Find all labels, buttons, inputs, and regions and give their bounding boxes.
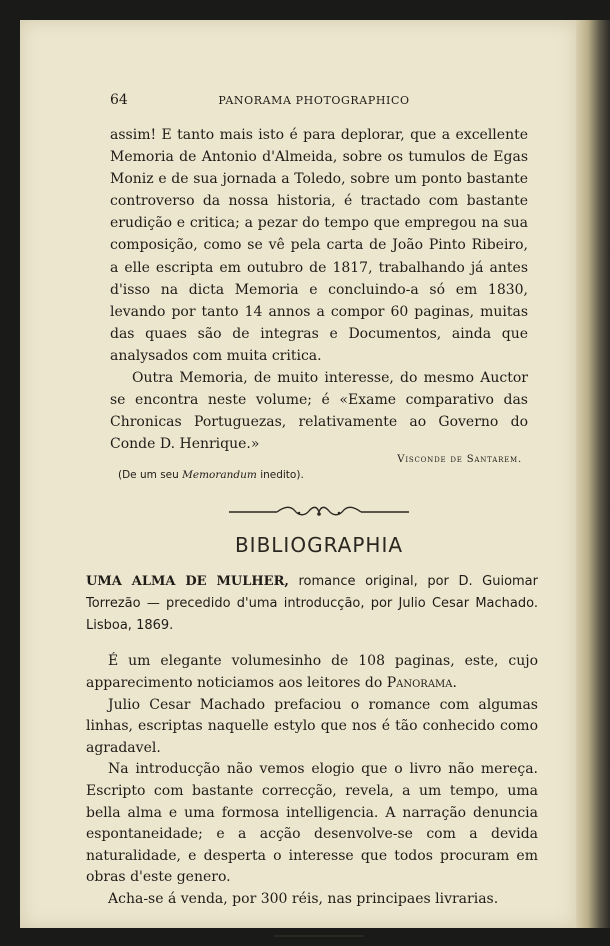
book-spine [576,20,610,928]
article-paragraph: Outra Memoria, de muito interesse, do mesmo Auctor se encontra neste volume; é «Exame comparativo das Chronicas Portuguezas, relativamente ao Governo do Conde D. Henrique.» [110,370,528,453]
review-paragraph: Na introducção não vemos elogio que o livro não mereça. Escripto com bastante correcção, revela, a um tempo, uma bella alma e uma formosa intelligencia. A narração denuncia espontaneidade; e a acção desenvolve-se com a devida naturalidade, e desperta o interesse que todos procuram em obras d'este genero. [86,761,538,886]
author-signature: Visconde de Santarem. [397,454,522,466]
running-title: PANORAMA PHOTOGRAPHICO [218,94,410,107]
review-paragraph: Julio Cesar Machado prefaciou o romance com algumas linhas, escriptas naquelle estylo que nos é tão conhecido como agradavel. [86,696,538,756]
source-note-prefix: (De um seu [118,469,183,482]
review-paragraph: Acha-se á venda, por 300 réis, nas principaes livrarias. [108,890,499,907]
running-head [110,92,528,114]
book-reference [86,571,538,637]
article-paragraph: assim! E tanto mais isto é para deplorar, que a excellente Memoria de Antonio d'Almeida, sobre os tumulos de Egas Moniz e de sua jornada a Toledo, sobre um ponto bastante controverso da nossa historia, é tractado com bastante erudição e critica; a pezar do tempo que empregou na sua composição, como se vê pela carta de João Pinto Ribeiro, a elle escripta em outubro de 1817, trabalhando já antes d'isso na dicta Memoria e concluindo-a só em 1830, levando por tanto 14 annos a compor 60 paginas, muitas das quaes são de integras e Documentos, ainda que analysados com muita critica. [110,127,528,364]
review-text: É um elegante volumesinho de 108 paginas, este, cujo apparecimento noticiamos aos leitores do [86,653,538,691]
closing-rule [274,935,364,937]
book-description: romance original, por D. Guiomar Torrezão — precedido d'uma introducção, por Julio Cesar Machado. Lisboa, 1869. [86,574,538,634]
decorative-divider-ornament [229,505,409,519]
review-publication-name: Panorama [386,675,453,691]
section-heading: BIBLIOGRAPHIA [234,533,404,558]
book-title: UMA ALMA DE MULHER, [86,574,289,590]
source-note-italic: Memorandum [182,469,257,482]
source-note [118,467,528,483]
page-number: 64 [110,92,128,108]
review-paragraph [86,651,538,694]
page-content [86,92,538,937]
source-note-suffix: inedito). [256,469,304,482]
review-body [86,651,538,910]
review-text: . [452,675,457,691]
